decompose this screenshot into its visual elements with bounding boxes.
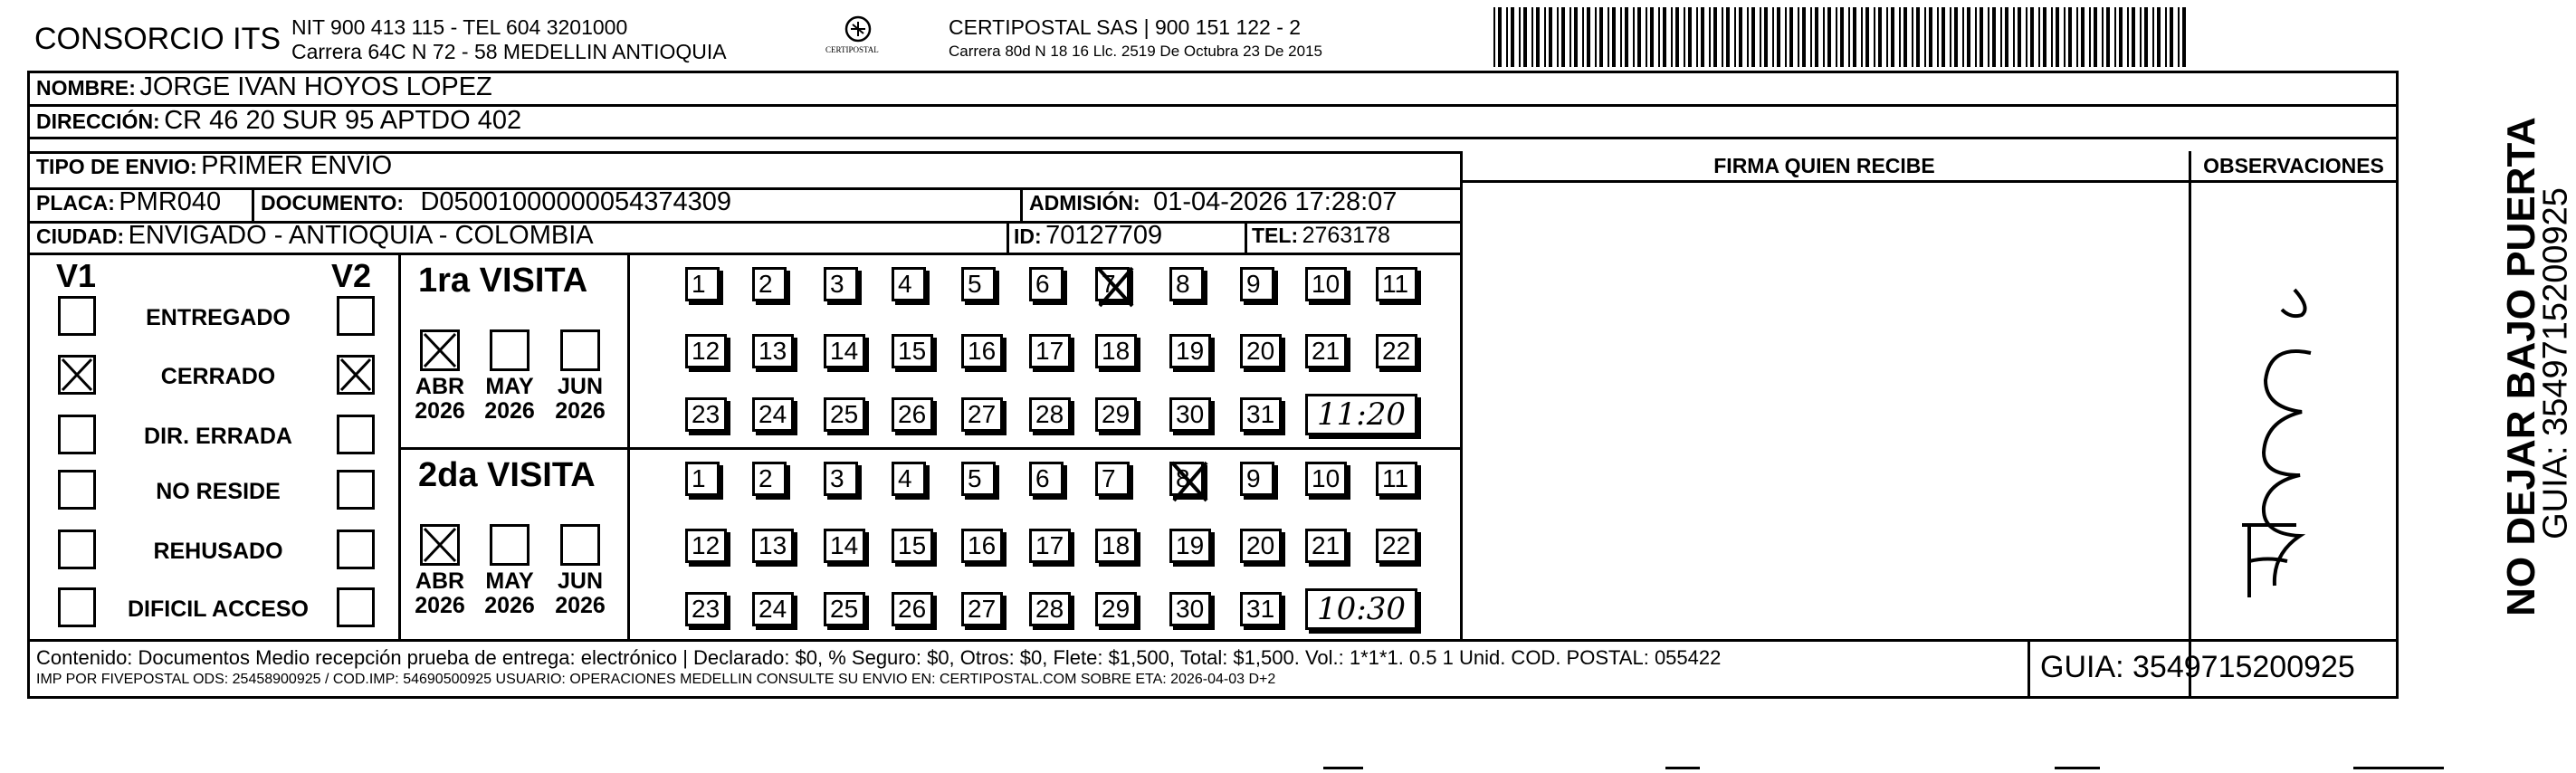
barcode-bar <box>1962 7 1964 67</box>
barcode <box>1493 7 2195 67</box>
barcode-bar <box>2030 7 2034 67</box>
barcode-bar <box>2051 7 2053 67</box>
certipostal-logo: CERTIPOSTAL <box>831 13 885 58</box>
barcode-bar <box>1764 7 1768 67</box>
status-label: DIR. ERRADA <box>144 424 292 449</box>
day-box[interactable]: 28 <box>1029 397 1071 432</box>
v1-checkbox[interactable] <box>58 470 96 510</box>
barcode-bar <box>2165 7 2167 67</box>
barcode-bar <box>1802 7 1806 67</box>
barcode-bar <box>1658 7 1660 67</box>
cross-mark-icon <box>1091 262 1141 311</box>
day-box[interactable]: 7 <box>1095 267 1130 301</box>
barcode-bar <box>1848 7 1850 67</box>
barcode-bar <box>2102 7 2104 67</box>
barcode-bar <box>1739 7 1742 67</box>
barcode-bar <box>1988 7 1989 67</box>
barcode-bar <box>2127 7 2129 67</box>
month-checkbox[interactable] <box>420 524 460 566</box>
day-box[interactable]: 29 <box>1095 592 1137 626</box>
recipient-address: CR 46 20 SUR 95 APTDO 402 <box>164 106 522 135</box>
v2-checkbox[interactable] <box>337 415 375 454</box>
barcode-bar <box>2119 7 2123 67</box>
barcode-bar <box>1511 7 1514 67</box>
barcode-bar <box>2081 7 2085 67</box>
barcode-bar <box>1777 7 1780 67</box>
day-box[interactable]: 9 <box>1240 267 1274 301</box>
barcode-bar <box>1519 7 1521 67</box>
v1-checkbox[interactable] <box>58 355 96 395</box>
scan-mark <box>2353 767 2444 769</box>
day-box[interactable]: 11 <box>1376 462 1417 496</box>
v2-checkbox[interactable] <box>337 587 375 627</box>
barcode-bar <box>1688 7 1692 67</box>
day-box[interactable]: 15 <box>892 529 933 563</box>
barcode-bar <box>2056 7 2059 67</box>
barcode-bar <box>2094 7 2097 67</box>
signature-header: FIRMA QUIEN RECIBE <box>1713 154 1935 177</box>
barcode-bar <box>2089 7 2091 67</box>
barcode-bar <box>1954 7 1958 67</box>
barcode-bar <box>2018 7 2021 67</box>
v1-checkbox[interactable] <box>58 296 96 336</box>
month-checkbox[interactable] <box>560 329 600 371</box>
day-box[interactable]: 26 <box>892 592 933 626</box>
barcode-bar <box>1561 7 1565 67</box>
barcode-bar <box>1650 7 1654 67</box>
company-address: Carrera 64C N 72 - 58 MEDELLIN ANTIOQUIA <box>291 40 727 63</box>
barcode-bar <box>1861 7 1863 67</box>
no-dejar-bajo-puerta: NO DEJAR BAJO PUERTA <box>2499 117 2543 616</box>
barcode-bar <box>1663 7 1666 67</box>
month-checkbox[interactable] <box>490 524 530 566</box>
barcode-bar <box>1637 7 1641 67</box>
barcode-bar <box>1498 7 1502 67</box>
scan-mark <box>1665 767 1700 769</box>
day-box[interactable]: 20 <box>1240 529 1282 563</box>
company-nit: NIT 900 413 115 - TEL 604 3201000 <box>291 15 628 39</box>
barcode-bar <box>1823 7 1825 67</box>
v1-checkbox[interactable] <box>58 415 96 454</box>
barcode-bar <box>1587 7 1590 67</box>
barcode-bar <box>1722 7 1723 67</box>
day-box[interactable]: 12 <box>685 334 727 368</box>
v2-checkbox[interactable] <box>337 530 375 569</box>
tel-value: 2763178 <box>1302 223 1390 248</box>
day-box[interactable]: 25 <box>824 397 865 432</box>
barcode-bar <box>2144 7 2148 67</box>
day-box[interactable]: 24 <box>752 592 794 626</box>
month-label: ABR 2026 <box>415 568 465 618</box>
barcode-bar <box>1620 7 1622 67</box>
courier-name: CERTIPOSTAL SAS | 900 151 122 - 2 <box>949 15 1302 39</box>
day-box[interactable]: 5 <box>961 462 996 496</box>
city-value: ENVIGADO - ANTIOQUIA - COLOMBIA <box>128 221 594 250</box>
scan-mark <box>1323 767 1363 769</box>
ciudad-cell: CIUDAD: ENVIGADO - ANTIOQUIA - COLOMBIA <box>36 221 594 250</box>
shipment-type: PRIMER ENVÍO <box>201 151 393 180</box>
barcode-bar <box>1531 7 1533 67</box>
day-box[interactable]: 27 <box>961 397 1003 432</box>
barcode-bar <box>2064 7 2066 67</box>
day-box[interactable]: 24 <box>752 397 794 432</box>
day-box[interactable]: 9 <box>1240 462 1274 496</box>
day-box[interactable]: 10 <box>1305 462 1347 496</box>
v2-checkbox[interactable] <box>337 355 375 395</box>
barcode-bar <box>1798 7 1799 67</box>
day-box[interactable]: 6 <box>1029 267 1064 301</box>
day-box[interactable]: 17 <box>1029 529 1071 563</box>
barcode-bar <box>2076 7 2078 67</box>
barcode-bar <box>1903 7 1907 67</box>
check-mark-icon <box>339 358 372 392</box>
barcode-bar <box>1734 7 1736 67</box>
barcode-bar <box>1726 7 1730 67</box>
day-box[interactable]: 19 <box>1169 529 1211 563</box>
barcode-bar <box>1747 7 1749 67</box>
barcode-bar <box>1810 7 1812 67</box>
check-mark-icon <box>61 358 93 392</box>
barcode-bar <box>1853 7 1856 67</box>
day-box[interactable]: 6 <box>1029 462 1064 496</box>
day-box[interactable]: 25 <box>824 592 865 626</box>
barcode-bar <box>2114 7 2116 67</box>
cross-mark-icon <box>1165 457 1216 506</box>
barcode-bar <box>1709 7 1711 67</box>
barcode-bar <box>2000 7 2002 67</box>
barcode-bar <box>2106 7 2110 67</box>
id-cell: ID: 70127709 <box>1014 221 1163 250</box>
barcode-bar <box>1980 7 1983 67</box>
day-box[interactable]: 22 <box>1376 334 1417 368</box>
recipient-name: JORGE IVAN HOYOS LOPEZ <box>139 72 492 101</box>
barcode-bar <box>1950 7 1951 67</box>
day-box[interactable]: 1 <box>685 267 720 301</box>
day-box[interactable]: 29 <box>1095 397 1137 432</box>
courier-address: Carrera 80d N 18 16 Llc. 2519 De Octubra 23 De 2015 <box>949 43 1322 60</box>
document-value: D05001000000054374309 <box>420 187 731 216</box>
month-label: ABR 2026 <box>415 374 465 424</box>
barcode-bar <box>2170 7 2173 67</box>
month-checkbox[interactable] <box>490 329 530 371</box>
day-box[interactable]: 1 <box>685 462 720 496</box>
barcode-bar <box>1612 7 1616 67</box>
v1-checkbox[interactable] <box>58 530 96 569</box>
day-box[interactable]: 14 <box>824 529 865 563</box>
barcode-bar <box>1493 7 1495 67</box>
id-value: 70127709 <box>1045 221 1163 250</box>
day-box[interactable]: 11 <box>1376 267 1417 301</box>
barcode-bar <box>1569 7 1571 67</box>
check-mark-icon <box>423 527 457 563</box>
barcode-bar <box>1865 7 1869 67</box>
admission-date: 01-04-2026 17:28:07 <box>1153 187 1398 216</box>
day-box[interactable]: 20 <box>1240 334 1282 368</box>
barcode-bar <box>1992 7 1996 67</box>
barcode-bar <box>1937 7 1939 67</box>
visit-title: 1ra VISITA <box>418 262 588 300</box>
day-box[interactable]: 15 <box>892 334 933 368</box>
status-label: REHUSADO <box>153 539 283 564</box>
tel-cell: TEL: 2763178 <box>1252 223 1390 248</box>
barcode-bar <box>1506 7 1508 67</box>
day-box[interactable]: 21 <box>1305 529 1347 563</box>
month-label: JUN 2026 <box>555 568 606 618</box>
barcode-bar <box>2026 7 2027 67</box>
day-box[interactable]: 13 <box>752 529 794 563</box>
barcode-bar <box>1557 7 1559 67</box>
day-box[interactable]: 28 <box>1029 592 1071 626</box>
day-box[interactable]: 31 <box>1240 592 1282 626</box>
barcode-bar <box>1891 7 1894 67</box>
month-checkbox[interactable] <box>560 524 600 566</box>
barcode-bar <box>1696 7 1698 67</box>
barcode-bar <box>1912 7 1913 67</box>
barcode-bar <box>2152 7 2154 67</box>
day-box[interactable]: 18 <box>1095 334 1137 368</box>
day-box[interactable]: 10 <box>1305 267 1347 301</box>
month-checkbox[interactable] <box>420 329 460 371</box>
barcode-bar <box>2132 7 2135 67</box>
barcode-bar <box>2178 7 2180 67</box>
barcode-bar <box>1840 7 1844 67</box>
day-box[interactable]: 30 <box>1169 397 1211 432</box>
barcode-bar <box>1789 7 1793 67</box>
barcode-bar <box>1536 7 1540 67</box>
barcode-bar <box>1646 7 1647 67</box>
v1-checkbox[interactable] <box>58 587 96 627</box>
placa-cell: PLACA: PMR040 <box>36 187 222 216</box>
barcode-bar <box>1625 7 1628 67</box>
visit-time: 11:20 <box>1305 394 1417 435</box>
visit-title: 2da VISITA <box>418 456 596 494</box>
barcode-bar <box>2157 7 2161 67</box>
documento-cell: DOCUMENTO: D05001000000054374309 <box>261 187 731 216</box>
barcode-bar <box>1684 7 1685 67</box>
barcode-bar <box>1523 7 1527 67</box>
barcode-bar <box>1916 7 1920 67</box>
check-mark-icon <box>423 332 457 368</box>
day-box[interactable]: 17 <box>1029 334 1071 368</box>
v2-checkbox[interactable] <box>337 470 375 510</box>
day-box[interactable]: 30 <box>1169 592 1211 626</box>
admision-cell: ADMISIÓN: 01-04-2026 17:28:07 <box>1029 187 1398 216</box>
day-box[interactable]: 27 <box>961 592 1003 626</box>
barcode-bar <box>1942 7 1945 67</box>
v2-checkbox[interactable] <box>337 296 375 336</box>
barcode-bar <box>1544 7 1546 67</box>
visit-time: 10:30 <box>1305 588 1417 630</box>
barcode-bar <box>1975 7 1977 67</box>
status-label: ENTREGADO <box>146 305 291 330</box>
barcode-bar <box>1772 7 1774 67</box>
recipient-signature <box>2222 262 2349 625</box>
contents-line: Contenido: Documentos Medio recepción prueba de entrega: electrónico | Declarado: $0, % Seguro: $0, Otros: $0, Flete: $1,500, Total: $1,500. Vol.: 1*1*1. 0.5 1 Unid. COD. POSTAL: 055422 <box>36 646 1722 669</box>
barcode-bar <box>1874 7 1875 67</box>
tipo-row: TIPO DE ENVIO: PRIMER ENVÍO <box>36 151 393 180</box>
barcode-bar <box>1599 7 1603 67</box>
barcode-bar <box>1878 7 1882 67</box>
day-box[interactable]: 19 <box>1169 334 1211 368</box>
company-name: CONSORCIO ITS <box>34 22 281 56</box>
barcode-bar <box>2005 7 2008 67</box>
day-box[interactable]: 8 <box>1169 267 1204 301</box>
v2-label: V2 <box>331 257 372 294</box>
barcode-bar <box>1671 7 1673 67</box>
barcode-bar <box>1899 7 1901 67</box>
day-box[interactable]: 13 <box>752 334 794 368</box>
barcode-bar <box>2140 7 2142 67</box>
barcode-bar <box>1929 7 1932 67</box>
day-box[interactable]: 12 <box>685 529 727 563</box>
day-box[interactable]: 26 <box>892 397 933 432</box>
day-box[interactable]: 4 <box>892 462 926 496</box>
scan-mark <box>2055 767 2100 769</box>
side-guia: GUIA: 3549715200925 <box>2536 187 2575 539</box>
barcode-bar <box>1751 7 1755 67</box>
barcode-bar <box>2182 7 2186 67</box>
observations-header: OBSERVACIONES <box>2203 154 2384 177</box>
day-box[interactable]: 16 <box>961 529 1003 563</box>
day-box[interactable]: 4 <box>892 267 926 301</box>
status-label: DIFICIL ACCESO <box>127 596 309 622</box>
barcode-bar <box>2068 7 2072 67</box>
print-line: IMP POR FIVEPOSTAL ODS: 25458900925 / COD.IMP: 54690500925 USUARIO: OPERACIONES MEDELLIN CONSULTE SU ENVIO EN: CERTIPOSTAL.COM SOBRE ETA: 2026-04-03 D+2 <box>36 672 1276 687</box>
month-label: JUN 2026 <box>555 374 606 424</box>
day-box[interactable]: 3 <box>824 267 858 301</box>
barcode-bar <box>1608 7 1609 67</box>
day-box[interactable]: 2 <box>752 462 787 496</box>
nombre-row: NOMBRE: JORGE IVAN HOYOS LOPEZ <box>36 72 492 101</box>
barcode-bar <box>1549 7 1552 67</box>
day-box[interactable]: 8 <box>1169 462 1204 496</box>
day-box[interactable]: 2 <box>752 267 787 301</box>
guia-number: GUIA: 3549715200925 <box>2040 650 2355 684</box>
status-label: NO RESIDE <box>156 479 281 504</box>
barcode-bar <box>1827 7 1831 67</box>
day-box[interactable]: 16 <box>961 334 1003 368</box>
barcode-bar <box>1760 7 1761 67</box>
barcode-bar <box>2038 7 2040 67</box>
barcode-bar <box>1675 7 1679 67</box>
barcode-bar <box>1836 7 1837 67</box>
month-label: MAY 2026 <box>484 374 535 424</box>
barcode-bar <box>1701 7 1704 67</box>
barcode-bar <box>1595 7 1597 67</box>
barcode-bar <box>1713 7 1717 67</box>
barcode-bar <box>1924 7 1926 67</box>
day-box[interactable]: 3 <box>824 462 858 496</box>
day-box[interactable]: 18 <box>1095 529 1137 563</box>
day-box[interactable]: 22 <box>1376 529 1417 563</box>
barcode-bar <box>1633 7 1635 67</box>
day-box[interactable]: 14 <box>824 334 865 368</box>
status-label: CERRADO <box>160 364 276 389</box>
barcode-bar <box>2043 7 2046 67</box>
day-box[interactable]: 7 <box>1095 462 1130 496</box>
direccion-row: DIRECCIÓN: CR 46 20 SUR 95 APTDO 402 <box>36 106 522 135</box>
day-box[interactable]: 23 <box>685 592 727 626</box>
month-label: MAY 2026 <box>484 568 535 618</box>
barcode-bar <box>1815 7 1818 67</box>
plate-value: PMR040 <box>119 187 222 216</box>
day-box[interactable]: 21 <box>1305 334 1347 368</box>
barcode-bar <box>1574 7 1578 67</box>
barcode-bar <box>1785 7 1787 67</box>
barcode-bar <box>1582 7 1584 67</box>
day-box[interactable]: 5 <box>961 267 996 301</box>
barcode-bar <box>1967 7 1970 67</box>
day-box[interactable]: 31 <box>1240 397 1282 432</box>
day-box[interactable]: 23 <box>685 397 727 432</box>
barcode-bar <box>1886 7 1888 67</box>
v1-label: V1 <box>56 257 97 294</box>
barcode-bar <box>2013 7 2015 67</box>
